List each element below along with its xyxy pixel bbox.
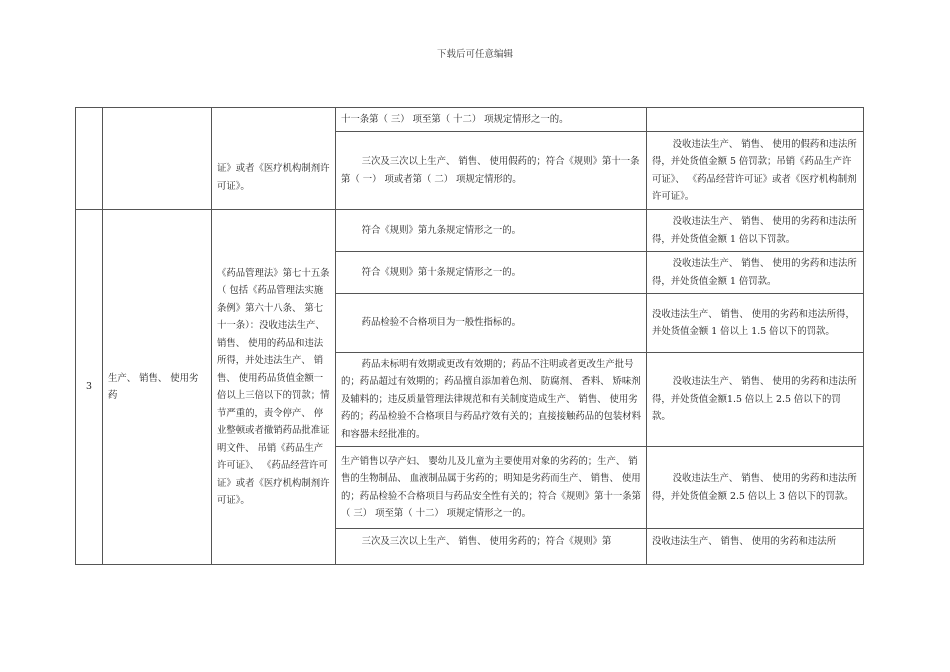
penalty-text: 没收违法生产、 销售、 使用的劣药和违法所得，并处货值金额 1 倍以下罚款。 (652, 216, 857, 245)
penalty-cell (647, 252, 864, 294)
penalty-cell (647, 132, 864, 210)
violation-text: 生产销售以孕产妇、 婴幼儿及儿童为主要使用对象的劣药的；生产、 销售的生物制品、 血液制品属于劣药的；明知是劣药而生产、 销售、 使用的；药品检验不合格项目与药品安全性有关的；符合《规则》第十一条第（ 三） 项至第（ 十二） 项规定情形之一的。 (341, 455, 642, 519)
category-cell (103, 108, 212, 210)
violation-cell (336, 132, 647, 210)
table-row (76, 108, 864, 132)
basis-text: 《药品管理法》第七十五条（ 包括《药品管理法实施条例》第六十八条、 第七十一条）：没收违法生产、 销售、 使用的药品和违法所得，并处违法生产、 销售、 使用药品货值金额一倍以上三倍以下的罚款；情节严重的，责令停产、 停业整顿或者撤销药品批准证明文件、 吊销《药品生产许可证》、 《药品经营许可证》或者《医疗机构制剂许可证》。 (217, 267, 330, 506)
violation-cell (336, 108, 647, 132)
page-header: 下载后可任意编辑 (436, 49, 513, 60)
penalty-text: 没收违法生产、 销售、 使用的劣药和违法所得，并处货值金额1.5 倍以上 2.5 倍以下的罚款。 (652, 376, 857, 423)
violation-cell (336, 529, 647, 565)
violation-cell (336, 210, 647, 252)
basis-cell (212, 210, 336, 565)
penalty-cell (647, 108, 864, 132)
violation-text: 三次及三次以上生产、 销售、 使用假药的；符合《规则》第十一条第（ 一） 项或者第（ 二） 项规定情形的。 (341, 156, 640, 185)
penalty-text: 没收违法生产、 销售、 使用的劣药和违法所 (652, 536, 837, 547)
violation-text: 符合《规则》第九条规定情形之一的。 (361, 224, 522, 236)
penalty-cell (647, 210, 864, 252)
basis-cell (212, 108, 336, 210)
basis-text: 证》或者《医疗机构制剂许可证》。 (217, 163, 330, 192)
category-cell (103, 210, 212, 565)
violation-cell (336, 294, 647, 353)
violation-text: 符合《规则》第十条规定情形之一的。 (361, 266, 522, 278)
violation-cell (336, 252, 647, 294)
penalty-text: 没收违法生产、 销售、 使用的劣药和违法所得， 并处货值金额 1 倍以上 1.5 倍以下的罚款。 (652, 308, 855, 337)
penalty-cell (647, 294, 864, 353)
violation-cell (336, 353, 647, 447)
penalty-text: 没收违法生产、 销售、 使用的劣药和违法所得，并处货值金额 2.5 倍以上 3 倍以下的罚款。 (652, 473, 857, 502)
violation-text: 三次及三次以上生产、 销售、 使用劣药的；符合《规则》第 (361, 536, 612, 547)
penalty-cell (647, 529, 864, 565)
number-cell (76, 108, 103, 210)
violation-text: 药品未标明有效期或更改有效期的；药品不注明或者更改生产批号的；药品超过有效期的；药品擅自添加着色剂、 防腐剂、 香料、 矫味剂及辅料的；违反质量管理法律规范和有关制度造成生产、 销售、 使用劣药的；药品检验不合格项目与药品疗效有关的；直接接触药品的包装材料和容器未经批准的。 (341, 358, 642, 440)
table-row (76, 210, 864, 252)
penalty-cell (647, 353, 864, 447)
category-text: 生产、 销售、 使用劣药 (108, 372, 199, 401)
violation-cell (336, 447, 647, 529)
penalty-text: 没收违法生产、 销售、 使用的劣药和违法所得，并处货值金额 1 倍罚款。 (652, 258, 857, 287)
penalty-text: 没收违法生产、 销售、 使用的假药和违法所得，并处货值金额 5 倍罚款；吊销《药品生产许可证》、 《药品经营许可证》或者《医疗机构制剂许可证》。 (652, 138, 857, 202)
violation-text: 药品检验不合格项目为一般性指标的。 (361, 317, 522, 329)
penalty-standards-table (75, 107, 864, 565)
item-number: 3 (76, 210, 103, 565)
penalty-cell (647, 447, 864, 529)
violation-text: 十一条第（ 三） 项至第（ 十二） 项规定情形之一的。 (341, 113, 569, 125)
